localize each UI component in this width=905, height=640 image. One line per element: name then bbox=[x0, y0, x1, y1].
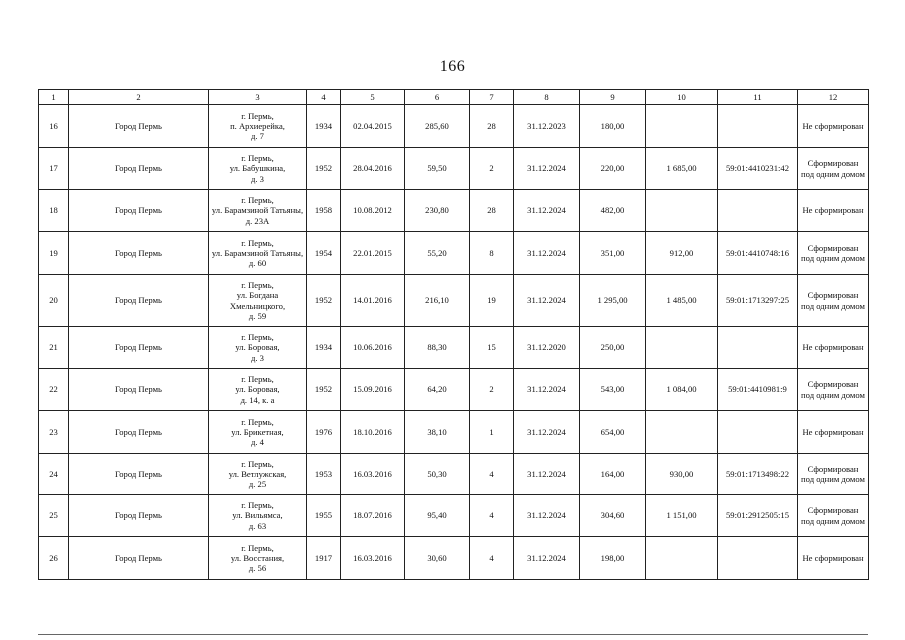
column-header-12: 12 bbox=[798, 90, 869, 105]
cell-line: Сформирован bbox=[807, 379, 859, 390]
cell-col-6: 30,60 bbox=[405, 537, 470, 580]
cell-col-6: 216,10 bbox=[405, 275, 470, 327]
cell-col-6: 230,80 bbox=[405, 190, 470, 232]
cell-line: Сформирован bbox=[807, 505, 859, 516]
cell-col-7: 19 bbox=[470, 275, 514, 327]
table-row bbox=[39, 369, 869, 411]
cell-col-7: 2 bbox=[470, 369, 514, 411]
cell-col-8: 31.12.2024 bbox=[514, 190, 580, 232]
cell-col-12 bbox=[798, 327, 869, 369]
cell-line: д. 56 bbox=[248, 563, 267, 574]
cell-col-5: 16.03.2016 bbox=[341, 454, 405, 495]
cell-col-2: Город Пермь bbox=[69, 454, 209, 495]
cell-col-4: 1952 bbox=[307, 369, 341, 411]
cell-line: Сформирован bbox=[807, 242, 859, 253]
cell-col-5: 15.09.2016 bbox=[341, 369, 405, 411]
cell-col-9: 220,00 bbox=[580, 148, 646, 190]
cell-col-3 bbox=[209, 105, 307, 148]
table-body bbox=[39, 105, 869, 580]
cell-col-9: 654,00 bbox=[580, 411, 646, 454]
cell-col-3 bbox=[209, 411, 307, 454]
cell-col-5: 18.10.2016 bbox=[341, 411, 405, 454]
cell-col-11 bbox=[718, 105, 798, 148]
cell-col-12 bbox=[798, 369, 869, 411]
cell-col-8: 31.12.2023 bbox=[514, 105, 580, 148]
cell-col-12 bbox=[798, 275, 869, 327]
cell-col-11: 59:01:1713297:25 bbox=[718, 275, 798, 327]
column-header-10: 10 bbox=[646, 90, 718, 105]
cell-line: ул. Барамзиной Татьяны, bbox=[211, 205, 304, 216]
cell-col-10: 1 485,00 bbox=[646, 275, 718, 327]
cell-line: Сформирован bbox=[807, 290, 859, 301]
cell-col-1: 21 bbox=[39, 327, 69, 369]
cell-col-1: 17 bbox=[39, 148, 69, 190]
cell-col-1: 26 bbox=[39, 537, 69, 580]
cell-col-12 bbox=[798, 537, 869, 580]
cell-col-12 bbox=[798, 105, 869, 148]
cell-col-6: 88,30 bbox=[405, 327, 470, 369]
cell-line: п. Архиерейка, bbox=[230, 120, 285, 131]
cell-col-12 bbox=[798, 232, 869, 275]
table-row bbox=[39, 411, 869, 454]
cell-col-6: 55,20 bbox=[405, 232, 470, 275]
cell-col-9: 543,00 bbox=[580, 369, 646, 411]
cell-line: г. Пермь, bbox=[241, 237, 274, 248]
cell-col-12 bbox=[798, 190, 869, 232]
cell-col-1: 16 bbox=[39, 105, 69, 148]
cell-line: ул. Ветлужская, bbox=[228, 468, 287, 479]
cell-line: под одним домом bbox=[801, 168, 865, 179]
cell-col-5: 14.01.2016 bbox=[341, 275, 405, 327]
column-header-11: 11 bbox=[718, 90, 798, 105]
cell-col-10 bbox=[646, 327, 718, 369]
cell-col-10 bbox=[646, 537, 718, 580]
cell-line: г. Пермь, bbox=[241, 332, 274, 343]
cell-col-11: 59:01:4410231:42 bbox=[718, 148, 798, 190]
cell-col-4: 1954 bbox=[307, 232, 341, 275]
cell-col-12 bbox=[798, 411, 869, 454]
table-row bbox=[39, 190, 869, 232]
cell-col-3 bbox=[209, 232, 307, 275]
cell-col-1: 22 bbox=[39, 369, 69, 411]
cell-line: Не сформирован bbox=[802, 205, 864, 216]
column-header-3: 3 bbox=[209, 90, 307, 105]
cell-col-12 bbox=[798, 495, 869, 537]
cell-line: Не сформирован bbox=[802, 426, 864, 437]
cell-col-2: Город Пермь bbox=[69, 327, 209, 369]
cell-col-6: 59,50 bbox=[405, 148, 470, 190]
cell-col-10: 930,00 bbox=[646, 454, 718, 495]
cell-col-5: 16.03.2016 bbox=[341, 537, 405, 580]
cell-col-6: 95,40 bbox=[405, 495, 470, 537]
cell-line: г. Пермь, bbox=[241, 280, 274, 291]
cell-line: ул. Барамзиной Татьяны, bbox=[211, 247, 304, 258]
cell-col-4: 1952 bbox=[307, 148, 341, 190]
cell-line: Сформирован bbox=[807, 463, 859, 474]
cell-col-7: 28 bbox=[470, 105, 514, 148]
cell-col-10: 1 151,00 bbox=[646, 495, 718, 537]
cell-col-6: 64,20 bbox=[405, 369, 470, 411]
cell-col-8: 31.12.2024 bbox=[514, 369, 580, 411]
cell-col-2: Город Пермь bbox=[69, 411, 209, 454]
page-number: 166 bbox=[439, 58, 466, 75]
cell-col-1: 23 bbox=[39, 411, 69, 454]
column-header-9: 9 bbox=[580, 90, 646, 105]
cell-col-10 bbox=[646, 190, 718, 232]
cell-col-2: Город Пермь bbox=[69, 105, 209, 148]
cell-line: под одним домом bbox=[801, 300, 865, 311]
cell-col-9: 164,00 bbox=[580, 454, 646, 495]
cell-col-9: 351,00 bbox=[580, 232, 646, 275]
cell-line: Не сформирован bbox=[802, 342, 864, 353]
cell-col-8: 31.12.2024 bbox=[514, 232, 580, 275]
table-row bbox=[39, 537, 869, 580]
cell-line: ул. Богдана bbox=[236, 290, 279, 301]
cell-col-1: 25 bbox=[39, 495, 69, 537]
cell-col-4: 1955 bbox=[307, 495, 341, 537]
cell-col-10: 1 685,00 bbox=[646, 148, 718, 190]
cell-line: Не сформирован bbox=[802, 120, 864, 131]
cell-col-11: 59:01:4410981:9 bbox=[718, 369, 798, 411]
cell-col-7: 15 bbox=[470, 327, 514, 369]
cell-col-10 bbox=[646, 411, 718, 454]
cell-line: под одним домом bbox=[801, 253, 865, 263]
cell-col-5: 28.04.2016 bbox=[341, 148, 405, 190]
cell-col-3 bbox=[209, 190, 307, 232]
cell-line: д. 60 bbox=[248, 258, 267, 269]
page-bottom-rule bbox=[38, 634, 868, 635]
cell-col-9: 180,00 bbox=[580, 105, 646, 148]
cell-line: ул. Брикетная, bbox=[231, 426, 284, 437]
cell-col-3 bbox=[209, 148, 307, 190]
cell-col-8: 31.12.2024 bbox=[514, 454, 580, 495]
cell-line: г. Пермь, bbox=[241, 195, 274, 206]
column-header-6: 6 bbox=[405, 90, 470, 105]
cell-col-4: 1917 bbox=[307, 537, 341, 580]
cell-col-4: 1934 bbox=[307, 105, 341, 148]
cell-col-5: 10.06.2016 bbox=[341, 327, 405, 369]
cell-line: под одним домом bbox=[801, 389, 865, 400]
cell-col-7: 28 bbox=[470, 190, 514, 232]
cell-col-7: 2 bbox=[470, 148, 514, 190]
cell-col-3 bbox=[209, 369, 307, 411]
cell-col-4: 1953 bbox=[307, 454, 341, 495]
cell-col-2: Город Пермь bbox=[69, 369, 209, 411]
header-row bbox=[39, 90, 869, 105]
cell-col-4: 1976 bbox=[307, 411, 341, 454]
cell-col-7: 4 bbox=[470, 454, 514, 495]
cell-line: под одним домом bbox=[801, 515, 865, 526]
cell-col-7: 1 bbox=[470, 411, 514, 454]
table-row bbox=[39, 148, 869, 190]
cell-col-3 bbox=[209, 327, 307, 369]
cell-col-2: Город Пермь bbox=[69, 537, 209, 580]
cell-line: ул. Восстания, bbox=[230, 552, 285, 563]
cell-col-7: 4 bbox=[470, 537, 514, 580]
table-row bbox=[39, 275, 869, 327]
cell-line: г. Пермь, bbox=[241, 458, 274, 469]
cell-col-5: 18.07.2016 bbox=[341, 495, 405, 537]
cell-line: под одним домом bbox=[801, 474, 865, 484]
column-header-4: 4 bbox=[307, 90, 341, 105]
cell-col-9: 250,00 bbox=[580, 327, 646, 369]
cell-line: Хмельницкого, bbox=[229, 300, 286, 311]
cell-col-4: 1958 bbox=[307, 190, 341, 232]
cell-line: ул. Боровая, bbox=[235, 342, 280, 353]
cell-col-9: 198,00 bbox=[580, 537, 646, 580]
cell-col-6: 50,30 bbox=[405, 454, 470, 495]
cell-col-2: Город Пермь bbox=[69, 495, 209, 537]
cell-col-3 bbox=[209, 275, 307, 327]
column-header-8: 8 bbox=[514, 90, 580, 105]
registry-table bbox=[38, 89, 869, 580]
table-row bbox=[39, 454, 869, 495]
cell-col-8: 31.12.2024 bbox=[514, 148, 580, 190]
cell-col-8: 31.12.2020 bbox=[514, 327, 580, 369]
cell-col-5: 22.01.2015 bbox=[341, 232, 405, 275]
cell-line: Сформирован bbox=[807, 158, 859, 169]
cell-col-1: 24 bbox=[39, 454, 69, 495]
cell-col-11: 59:01:4410748:16 bbox=[718, 232, 798, 275]
cell-col-4: 1934 bbox=[307, 327, 341, 369]
cell-col-7: 8 bbox=[470, 232, 514, 275]
column-header-7: 7 bbox=[470, 90, 514, 105]
cell-col-1: 20 bbox=[39, 275, 69, 327]
cell-line: д. 4 bbox=[251, 437, 264, 448]
cell-line: д. 3 bbox=[251, 352, 264, 363]
cell-line: ул. Боровая, bbox=[235, 384, 280, 395]
cell-col-6: 38,10 bbox=[405, 411, 470, 454]
cell-line: г. Пермь, bbox=[241, 110, 274, 121]
cell-col-10 bbox=[646, 105, 718, 148]
cell-col-8: 31.12.2024 bbox=[514, 275, 580, 327]
cell-col-12 bbox=[798, 454, 869, 495]
cell-col-3 bbox=[209, 495, 307, 537]
table-row bbox=[39, 105, 869, 148]
cell-col-1: 19 bbox=[39, 232, 69, 275]
cell-line: д. 63 bbox=[248, 520, 267, 531]
cell-col-4: 1952 bbox=[307, 275, 341, 327]
cell-line: г. Пермь, bbox=[241, 500, 274, 511]
cell-col-9: 304,60 bbox=[580, 495, 646, 537]
cell-col-8: 31.12.2024 bbox=[514, 411, 580, 454]
cell-line: д. 14, к. а bbox=[240, 394, 275, 405]
cell-col-12 bbox=[798, 148, 869, 190]
cell-col-11: 59:01:2912505:15 bbox=[718, 495, 798, 537]
cell-col-7: 4 bbox=[470, 495, 514, 537]
cell-line: ул. Бабушкина, bbox=[229, 163, 286, 174]
cell-col-2: Город Пермь bbox=[69, 232, 209, 275]
table-row bbox=[39, 327, 869, 369]
cell-line: г. Пермь, bbox=[241, 416, 274, 427]
cell-col-10: 912,00 bbox=[646, 232, 718, 275]
cell-col-3 bbox=[209, 537, 307, 580]
cell-col-11 bbox=[718, 537, 798, 580]
cell-line: г. Пермь, bbox=[241, 374, 274, 385]
cell-col-9: 482,00 bbox=[580, 190, 646, 232]
cell-col-2: Город Пермь bbox=[69, 190, 209, 232]
column-header-2: 2 bbox=[69, 90, 209, 105]
table-row bbox=[39, 495, 869, 537]
table-row bbox=[39, 232, 869, 275]
column-header-5: 5 bbox=[341, 90, 405, 105]
cell-col-9: 1 295,00 bbox=[580, 275, 646, 327]
cell-col-10: 1 084,00 bbox=[646, 369, 718, 411]
cell-line: д. 3 bbox=[251, 173, 264, 184]
cell-col-5: 02.04.2015 bbox=[341, 105, 405, 148]
cell-line: г. Пермь, bbox=[241, 542, 274, 553]
cell-line: д. 25 bbox=[248, 479, 267, 490]
cell-line: г. Пермь, bbox=[241, 153, 274, 164]
cell-col-8: 31.12.2024 bbox=[514, 537, 580, 580]
cell-line: Не сформирован bbox=[802, 552, 864, 563]
cell-col-11 bbox=[718, 327, 798, 369]
column-header-1: 1 bbox=[39, 90, 69, 105]
cell-line: д. 59 bbox=[248, 310, 267, 321]
cell-col-11: 59:01:1713498:22 bbox=[718, 454, 798, 495]
cell-col-8: 31.12.2024 bbox=[514, 495, 580, 537]
cell-col-5: 10.08.2012 bbox=[341, 190, 405, 232]
cell-col-6: 285,60 bbox=[405, 105, 470, 148]
cell-col-11 bbox=[718, 190, 798, 232]
cell-line: ул. Вильямса, bbox=[232, 510, 283, 521]
cell-col-3 bbox=[209, 454, 307, 495]
cell-line: д. 7 bbox=[251, 131, 264, 142]
cell-col-1: 18 bbox=[39, 190, 69, 232]
cell-line: д. 23А bbox=[245, 215, 270, 226]
cell-col-11 bbox=[718, 411, 798, 454]
cell-col-2: Город Пермь bbox=[69, 275, 209, 327]
cell-col-2: Город Пермь bbox=[69, 148, 209, 190]
